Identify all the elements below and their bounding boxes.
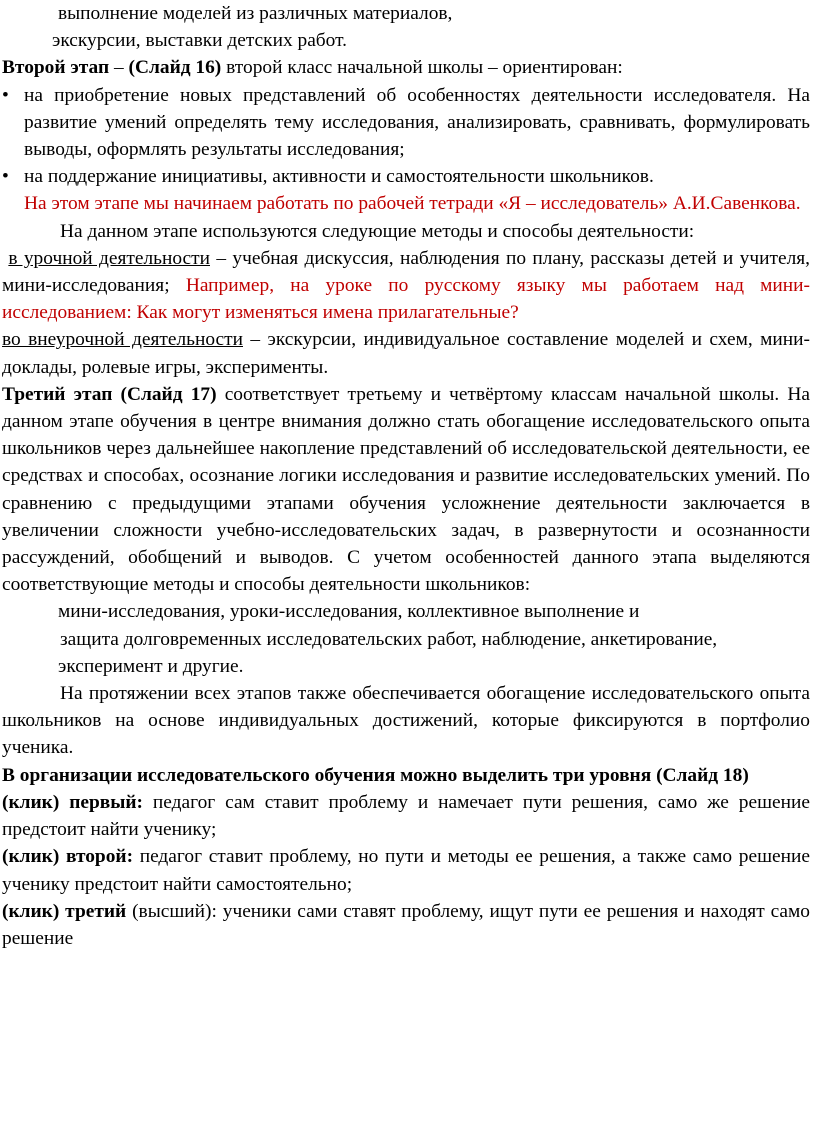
bullet-text: на поддержание инициативы, активности и самостоятельности школьников. bbox=[24, 166, 654, 188]
level-label: (клик) второй: bbox=[2, 846, 134, 868]
level-text: педагог сам ставит проблему и намечает пути решения, само же решение предстоит найти ученику; bbox=[2, 791, 810, 841]
stage2-dash: – bbox=[109, 57, 129, 79]
stage2-bullet-1 bbox=[2, 82, 810, 164]
stage2-text: второй класс начальной школы – ориентирован: bbox=[221, 57, 623, 79]
red-note: На этом этапе мы начинаем работать по рабочей тетради «Я – исследователь» А.И.Савенкова. bbox=[24, 193, 801, 215]
stage3-text: соответствует третьему и четвёртому классам начальной школы. На данном этапе обучения в центре внимания должно стать обогащение исследовательского опыта школьников через дальнейшее накопление представлений об исследовательской деятельности, ее средствах и способах, осознание логики исследования и развитие исследовательских умений. По сравнению с предыдущими этапами обучения усложнение деятельности заключается в увеличении сложности учебно-исследовательских задач, в развернутости и осознанности рассуждений, обобщений и выводов. С учетом особенностей данного этапа выделяются соответствующие методы и способы деятельности школьников: bbox=[2, 383, 810, 596]
stage2-bullet-2 bbox=[2, 163, 810, 190]
lesson-activity bbox=[2, 245, 810, 327]
methods-list-line-3: эксперимент и другие. bbox=[58, 655, 244, 677]
methods-list-line-1: мини-исследования, уроки-исследования, коллективное выполнение и bbox=[58, 601, 640, 623]
level-item bbox=[2, 843, 810, 897]
level-item bbox=[2, 789, 810, 843]
lesson-label: в урочной деятельности bbox=[8, 247, 210, 269]
intro-line-2: экскурсии, выставки детских работ. bbox=[52, 30, 347, 52]
bullet-text: на приобретение новых представлений об особенностях деятельности исследователя. На развитие умений определять тему исследования, анализировать, сравнивать, формулировать выводы, оформлять результаты исследования; bbox=[24, 84, 810, 161]
stage2-heading bbox=[2, 54, 810, 81]
levels-heading bbox=[2, 762, 810, 789]
stage3-title: Третий этап (Слайд 17) bbox=[2, 383, 217, 405]
stage3-paragraph bbox=[2, 381, 810, 599]
bullet-icon: • bbox=[2, 84, 9, 106]
level-label: (клик) третий bbox=[2, 900, 127, 922]
portfolio-paragraph: На протяжении всех этапов также обеспечивается обогащение исследовательского опыта школьников на основе индивидуальных достижений, которые фиксируются в портфолио ученика. bbox=[2, 683, 810, 759]
extra-text: – экскурсии, индивидуальное составление моделей и схем, мини-доклады, ролевые игры, эксперименты. bbox=[2, 329, 810, 378]
lesson-example: Например, на уроке по русскому языку мы работаем над мини-исследованием: Как могут изменяться имена прилагательные? bbox=[2, 275, 811, 324]
methods-list-line-2: защита долговременных исследовательских работ, наблюдение, анкетирование, bbox=[60, 628, 718, 650]
level-text: педагог ставит проблему, но пути и методы ее решения, а также само решение ученику предстоит найти самостоятельно; bbox=[2, 846, 810, 895]
intro-line-1: выполнение моделей из различных материалов, bbox=[58, 3, 453, 24]
stage2-title: Второй этап bbox=[2, 57, 110, 79]
extracurricular-activity bbox=[2, 326, 810, 380]
methods-intro: На данном этапе используются следующие методы и способы деятельности: bbox=[60, 220, 695, 242]
level-label: (клик) первый: bbox=[2, 791, 144, 813]
stage2-slide: (Слайд 16) bbox=[128, 57, 222, 79]
level-text: (высший): ученики сами ставят проблему, ищут пути ее решения и находят само решение bbox=[2, 900, 810, 949]
extra-label: во внеурочной деятельности bbox=[2, 329, 243, 351]
lesson-text: – учебная дискуссия, наблюдения по плану, рассказы детей и учителя, мини-исследования; bbox=[2, 247, 811, 297]
levels-heading-text: В организации исследовательского обучения можно выделить три уровня (Слайд 18) bbox=[2, 764, 749, 786]
bullet-icon: • bbox=[2, 166, 9, 188]
level-item bbox=[2, 898, 810, 952]
